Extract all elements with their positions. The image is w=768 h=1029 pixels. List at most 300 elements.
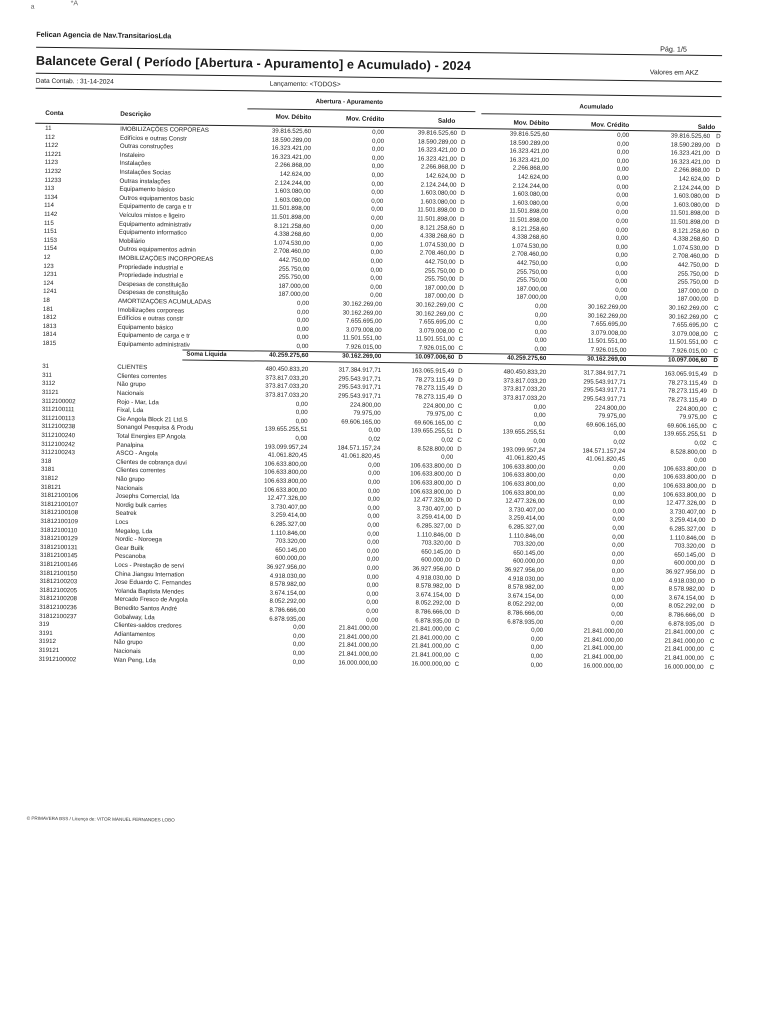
period-credit: 0,00 xyxy=(370,232,383,240)
period-balance: 703.320,00 xyxy=(421,539,453,548)
period-debit: 255.750,00 xyxy=(278,265,310,273)
accumulated-debit: 650.145,00 xyxy=(513,549,545,557)
period-balance-side: D xyxy=(457,393,463,401)
period-debit: 40.259.275,60 xyxy=(269,351,309,359)
account-description: IMOBILIZAÇÕES CORPÓREAS xyxy=(120,125,209,134)
account-description: Nordic - Noroega xyxy=(115,535,162,544)
accumulated-balance: 2.708.460,00 xyxy=(672,252,709,261)
accumulated-debit: 1.603.080,00 xyxy=(512,190,549,199)
report-title: Balancete Geral ( Período [Abertura - Apuramento] e Acumulado) - 2024 xyxy=(35,53,471,74)
accumulated-balance: 10.097.006,60 xyxy=(668,356,708,364)
period-credit: 0,00 xyxy=(366,556,379,564)
period-balance-side: C xyxy=(454,660,460,668)
account-description: Edifícios e outras constr xyxy=(117,314,184,323)
account-description: ASCO - Angola xyxy=(116,449,158,458)
account-description: Fixal, Lda xyxy=(116,406,144,415)
period-balance-side: D xyxy=(457,385,463,393)
company-name: Felican Agencia de Nav.TransitariosLda xyxy=(36,29,172,41)
accumulated-balance-side: C xyxy=(713,348,718,356)
accumulated-debit: 40.259.275,60 xyxy=(507,354,547,362)
period-balance: 4.338.268,60 xyxy=(419,232,456,241)
period-balance: 106.633.800,00 xyxy=(410,470,453,479)
accumulated-balance-side: D xyxy=(711,508,716,516)
accumulated-debit: 0,00 xyxy=(533,437,546,445)
accumulated-credit: 30.162.269,00 xyxy=(587,303,628,311)
accumulated-balance-side: D xyxy=(715,141,721,149)
account-description: Josephs Comercial, lda xyxy=(115,492,180,501)
group-rule-period xyxy=(247,108,475,112)
period-balance: 21.841.000,00 xyxy=(411,642,451,651)
accumulated-balance: 11.501.898,00 xyxy=(670,209,710,218)
period-balance: 11.501.898,00 xyxy=(417,215,457,223)
period-debit: 18.590.289,00 xyxy=(271,136,312,144)
accumulated-balance: 21.841.000,00 xyxy=(664,654,704,662)
accumulated-debit: 41.061.820,45 xyxy=(505,454,546,463)
account-code: 318 xyxy=(41,457,52,465)
accumulated-balance: 187.000,00 xyxy=(677,287,709,295)
period-balance-side: D xyxy=(459,258,465,266)
period-balance: 3.730.407,00 xyxy=(416,505,453,513)
period-debit: 8.578.982,00 xyxy=(269,580,306,589)
account-code: 31812100145 xyxy=(39,552,78,560)
account-code: 31812100131 xyxy=(39,543,78,552)
period-balance: 442.750,00 xyxy=(424,258,456,266)
period-credit: 0,00 xyxy=(367,478,380,486)
period-balance-side: D xyxy=(455,591,460,599)
period-debit: 0,00 xyxy=(293,624,306,632)
account-description: Instalações Socias xyxy=(119,168,171,177)
accumulated-debit: 142.624,00 xyxy=(517,173,549,182)
accumulated-balance: 78.273.115,49 xyxy=(667,396,707,404)
period-debit: 0,00 xyxy=(292,649,305,658)
period-credit: 0,00 xyxy=(371,197,384,205)
account-description: Panalpina xyxy=(116,441,144,449)
period-debit: 12.477.326,00 xyxy=(267,494,307,503)
accumulated-credit: 41.061.820,45 xyxy=(585,455,626,464)
accumulated-debit: 12.477.326,00 xyxy=(505,497,545,506)
account-code: 1122 xyxy=(44,142,59,150)
period-balance-side: D xyxy=(460,147,466,155)
accumulated-balance-side: D xyxy=(710,577,716,585)
accumulated-debit: 4.338.268,60 xyxy=(511,233,548,242)
accumulated-debit: 255.750,00 xyxy=(516,276,548,285)
account-description: Não grupo xyxy=(113,639,143,647)
account-description: Benedito Santos André xyxy=(114,604,178,613)
period-credit: 0,00 xyxy=(370,257,383,265)
account-code: 3181 xyxy=(40,466,55,474)
period-balance: 16.323.421,00 xyxy=(417,155,457,163)
period-credit: 0,02 xyxy=(368,435,381,443)
accumulated-balance: 442.750,00 xyxy=(677,261,709,269)
accumulated-balance-side: D xyxy=(712,388,718,396)
period-credit: 0,00 xyxy=(366,599,379,607)
accumulated-debit: 0,00 xyxy=(534,337,547,345)
period-balance: 6.285.327,00 xyxy=(416,522,453,530)
period-credit: 295.543.917,71 xyxy=(338,383,382,392)
period-balance: 69.606.165,00 xyxy=(414,419,454,427)
period-credit: 0,00 xyxy=(367,504,380,512)
accumulated-debit: 1.074.530,00 xyxy=(511,242,548,250)
period-balance: 8.121.258,60 xyxy=(420,224,456,232)
period-debit: 8.121.258,60 xyxy=(274,222,311,230)
period-credit: 21.841.000,00 xyxy=(338,624,379,633)
accumulated-balance: 8.528.800,00 xyxy=(670,448,707,456)
period-balance: 7.655.695,00 xyxy=(418,318,455,327)
period-debit: 4.338.268,60 xyxy=(273,230,310,239)
scan-mark: a xyxy=(30,3,35,11)
accumulated-balance-side: D xyxy=(715,176,721,184)
col-acc-mov-credito: Mov. Crédito xyxy=(590,121,630,130)
period-debit: 8.052.292,00 xyxy=(269,598,306,606)
accumulated-balance-side: D xyxy=(715,193,720,201)
account-code: 3191 xyxy=(38,629,53,637)
account-code: 31812100150 xyxy=(39,569,78,577)
period-debit: 0,00 xyxy=(295,417,308,425)
account-description: Equipamento administrativ xyxy=(118,220,192,229)
accumulated-balance: 7.926.015,00 xyxy=(671,347,708,355)
accumulated-balance: 142.624,00 xyxy=(678,175,710,183)
account-code: 1815 xyxy=(42,339,57,348)
period-balance: 10.097.006,60 xyxy=(415,352,455,361)
period-balance-side: D xyxy=(456,531,461,539)
col-descricao: Descrição xyxy=(120,110,151,119)
period-debit: 0,00 xyxy=(296,308,309,316)
accumulated-balance: 255.750,00 xyxy=(677,278,709,287)
accumulated-credit: 295.543.917,71 xyxy=(583,386,627,395)
account-description: Seatrek xyxy=(115,510,137,518)
account-code: 1142 xyxy=(44,210,58,219)
accumulated-debit: 16.323.421,00 xyxy=(509,156,549,164)
period-debit: 139.655.255,51 xyxy=(264,425,308,434)
accumulated-balance: 224.800,00 xyxy=(675,405,707,413)
accumulated-debit: 2.708.460,00 xyxy=(511,250,548,259)
account-code: 12 xyxy=(43,253,51,261)
accumulated-balance-side: D xyxy=(710,603,715,611)
period-balance: 3.259.414,00 xyxy=(416,513,453,522)
col-mov-credito: Mov. Crédito xyxy=(345,115,385,124)
accumulated-credit: 79.975,00 xyxy=(598,412,626,421)
accumulated-credit: 0,00 xyxy=(611,593,624,601)
accumulated-credit: 224.800,00 xyxy=(594,404,626,412)
account-description: Equipamento de carga e tr xyxy=(117,332,191,341)
accumulated-debit: 0,00 xyxy=(533,420,546,428)
accumulated-credit: 0,00 xyxy=(616,157,629,165)
account-description: Nacionais xyxy=(116,389,144,398)
accumulated-credit: 30.162.269,00 xyxy=(587,312,627,320)
accumulated-balance-side: C xyxy=(713,339,719,347)
period-balance-side: D xyxy=(456,505,461,513)
account-code: 123 xyxy=(43,262,54,270)
period-debit: 3.259.414,00 xyxy=(270,512,307,520)
account-description: Clientes de cobrança duvi xyxy=(116,458,187,467)
accumulated-balance-side: D xyxy=(710,612,715,620)
accumulated-credit: 7.926.015,00 xyxy=(590,346,627,354)
period-debit: 1.074.530,00 xyxy=(273,239,310,247)
accumulated-credit: 7.655.695,00 xyxy=(590,320,627,329)
accumulated-credit: 0,00 xyxy=(613,430,626,438)
period-balance-side: D xyxy=(460,138,466,146)
period-balance: 36.927.956,00 xyxy=(412,565,452,573)
accumulated-debit: 1.603.080,00 xyxy=(512,199,549,207)
account-description: Propriedade industrial e xyxy=(118,263,184,272)
period-credit: 295.543.917,71 xyxy=(338,392,381,400)
period-balance-side: D xyxy=(459,224,465,232)
period-balance-side: C xyxy=(457,402,463,410)
accumulated-balance: 21.841.000,00 xyxy=(664,637,704,645)
accumulated-balance: 1.110.846,00 xyxy=(669,534,706,542)
accumulated-credit: 0,00 xyxy=(612,490,625,498)
accumulated-balance: 16.323.421,00 xyxy=(670,158,710,166)
period-balance-side: D xyxy=(460,164,466,172)
period-balance-side: D xyxy=(459,284,464,292)
accumulated-balance-side: C xyxy=(712,414,718,422)
period-balance-side: D xyxy=(460,181,465,189)
accumulated-debit: 39.816.525,60 xyxy=(509,130,550,139)
period-balance: 650.145,00 xyxy=(421,548,453,556)
accumulated-balance: 650.145,00 xyxy=(674,551,706,559)
period-debit: 4.918.030,00 xyxy=(269,572,306,580)
period-debit: 373.817.033,20 xyxy=(265,382,309,391)
period-balance: 78.273.115,49 xyxy=(415,384,455,393)
accumulated-balance-side: C xyxy=(712,405,718,413)
period-debit: 373.817.033,20 xyxy=(265,374,309,382)
period-balance: 106.633.800,00 xyxy=(410,479,453,487)
accumulated-balance-side: D xyxy=(712,397,718,405)
accumulated-debit: 1.110.846,00 xyxy=(508,532,545,540)
period-debit: 16.323.421,00 xyxy=(271,153,311,161)
period-credit: 224.800,00 xyxy=(350,401,381,409)
account-description: Equipamento informatico xyxy=(118,228,187,237)
account-code: 1241 xyxy=(43,288,57,296)
accumulated-balance: 8.786.666,00 xyxy=(668,611,705,619)
period-balance-side: C xyxy=(457,436,462,444)
accumulated-credit: 0,00 xyxy=(613,464,626,472)
period-balance-side: D xyxy=(460,190,465,198)
accumulated-credit: 3.079.008,00 xyxy=(590,329,627,337)
period-credit: 0,00 xyxy=(371,163,384,171)
period-debit: 2.708.460,00 xyxy=(273,248,310,256)
accumulated-debit: 187.000,00 xyxy=(516,294,548,302)
period-balance: 8.578.982,00 xyxy=(415,582,452,591)
account-code: 31812100108 xyxy=(40,509,79,517)
accumulated-debit: 6.878.935,00 xyxy=(507,618,544,626)
period-balance: 187.000,00 xyxy=(424,292,456,301)
accumulated-balance-side: D xyxy=(713,356,718,364)
accumulated-balance-side: D xyxy=(714,253,720,261)
accumulated-debit: 480.450.833,20 xyxy=(503,368,547,377)
period-debit: 0,00 xyxy=(296,317,309,325)
period-balance: 600.000,00 xyxy=(421,556,452,565)
accumulated-debit: 187.000,00 xyxy=(516,285,548,293)
account-code: 3112100002 xyxy=(41,397,76,405)
period-balance-side: D xyxy=(456,540,461,548)
period-credit: 0,00 xyxy=(371,146,384,154)
period-balance-side: D xyxy=(460,172,466,180)
accumulated-balance: 187.000,00 xyxy=(677,295,709,304)
account-code: 11221 xyxy=(44,150,62,158)
accumulated-debit: 106.633.800,00 xyxy=(502,480,545,488)
accumulated-debit: 373.817.033,20 xyxy=(503,385,547,394)
period-credit: 0,00 xyxy=(370,266,383,274)
accumulated-balance: 79.975,00 xyxy=(679,413,707,422)
period-balance-side: D xyxy=(455,617,460,625)
account-description: Não grupo xyxy=(116,381,146,389)
accumulated-balance: 12.477.326,00 xyxy=(666,499,706,508)
period-balance: 1.074.530,00 xyxy=(419,241,456,249)
account-description: Equipamento administrativ xyxy=(117,340,190,349)
accumulated-balance-side: C xyxy=(712,440,717,448)
subheader-rule xyxy=(36,88,722,97)
period-debit: 3.730.407,00 xyxy=(270,503,307,511)
account-code: 31812100236 xyxy=(39,603,77,612)
accumulated-balance: 21.841.000,00 xyxy=(664,628,705,637)
accumulated-debit: 0,00 xyxy=(534,328,547,336)
period-balance: 3.079.008,00 xyxy=(418,327,455,335)
period-balance-side: C xyxy=(455,626,460,634)
period-debit: 0,00 xyxy=(296,334,309,342)
period-debit: 6.285.327,00 xyxy=(270,520,307,529)
accumulated-balance-side: D xyxy=(711,517,716,525)
account-description: Gear Builk xyxy=(114,544,144,552)
period-credit: 30.162.269,00 xyxy=(342,300,383,308)
period-balance: 106.633.800,00 xyxy=(410,462,454,470)
period-balance: 4.918.030,00 xyxy=(415,574,452,582)
account-description: Jose Eduardo C. Fernandes xyxy=(114,578,192,587)
account-description: AMORTIZAÇÕES ACUMULADAS xyxy=(117,297,212,306)
accumulated-balance: 69.606.165,00 xyxy=(667,422,707,430)
accumulated-balance-side: D xyxy=(712,448,717,456)
accumulated-credit: 0,00 xyxy=(612,542,625,550)
period-credit: 16.000.000,00 xyxy=(338,659,378,667)
period-balance-side: D xyxy=(458,368,463,376)
period-credit: 0,00 xyxy=(372,128,385,137)
accumulated-debit: 0,00 xyxy=(534,320,547,328)
account-description: Veículos mistos e ligeiro xyxy=(119,211,185,220)
entry-filter: Lançamento: <TODOS> xyxy=(269,80,341,89)
period-credit: 0,00 xyxy=(370,275,383,283)
account-code: 124 xyxy=(43,279,54,287)
accumulated-balance: 0,00 xyxy=(694,457,707,465)
period-credit: 0,00 xyxy=(370,240,383,248)
period-credit: 0,00 xyxy=(372,137,385,145)
period-debit: 106.633.800,00 xyxy=(264,468,307,477)
account-code: 115 xyxy=(43,219,54,227)
currency-note: Valores em AKZ xyxy=(649,69,699,77)
accumulated-balance-side: D xyxy=(715,167,721,175)
accumulated-balance: 3.259.414,00 xyxy=(669,516,706,525)
accumulated-balance: 163.065.915,49 xyxy=(664,370,708,379)
accumulated-balance: 106.633.800,00 xyxy=(662,491,706,499)
period-balance-side: D xyxy=(460,155,466,163)
period-balance: 16.000.000,00 xyxy=(411,659,451,668)
accumulated-debit: 703.320,00 xyxy=(513,540,545,549)
accumulated-balance-side: D xyxy=(710,586,716,594)
accumulated-balance-side: D xyxy=(716,133,721,141)
period-balance: 8.528.800,00 xyxy=(417,445,454,453)
period-balance-side: D xyxy=(456,497,462,505)
accumulated-balance-side: D xyxy=(710,620,715,628)
period-credit: 21.841.000,00 xyxy=(338,633,378,641)
accumulated-credit: 0,00 xyxy=(615,269,628,277)
accumulated-balance: 11.501.898,00 xyxy=(670,218,710,226)
period-balance: 255.750,00 xyxy=(424,275,456,284)
period-balance: 8.786.666,00 xyxy=(415,608,452,616)
account-code: 1123 xyxy=(44,159,58,167)
group-rule-accumulated xyxy=(481,113,721,117)
page-number: Pág. 1/5 xyxy=(660,44,687,54)
period-credit: 0,00 xyxy=(371,154,384,162)
account-code: 3112100111 xyxy=(41,406,75,414)
accumulated-balance: 106.633.800,00 xyxy=(663,473,706,482)
accumulated-debit: 8.052.292,00 xyxy=(507,600,544,609)
period-credit: 0,00 xyxy=(366,564,379,572)
period-balance-side: D xyxy=(458,353,463,361)
period-balance-side: D xyxy=(455,574,461,582)
accumulated-balance-side: D xyxy=(714,262,719,270)
period-balance-side: D xyxy=(459,267,464,275)
period-balance: 21.841.000,00 xyxy=(411,625,452,634)
accumulated-balance-side: D xyxy=(710,551,716,559)
period-balance: 3.674.154,00 xyxy=(415,591,452,599)
period-credit: 0,00 xyxy=(370,223,384,231)
period-balance-side: D xyxy=(456,471,462,479)
col-saldo: Saldo xyxy=(437,117,456,125)
accumulated-balance: 106.633.800,00 xyxy=(663,482,706,490)
accumulated-credit: 21.841.000,00 xyxy=(583,653,623,661)
accumulated-debit: 0,00 xyxy=(533,403,546,411)
period-credit: 0,00 xyxy=(367,513,380,521)
period-credit: 0,00 xyxy=(370,283,383,291)
accumulated-balance: 6.878.935,00 xyxy=(668,620,705,628)
accumulated-balance: 30.162.269,00 xyxy=(668,304,709,312)
account-description: Outros equipamentos basic xyxy=(119,194,195,203)
period-credit: 79.975,00 xyxy=(353,409,381,418)
accumulated-debit: 0,00 xyxy=(533,412,546,420)
period-balance: 7.926.015,00 xyxy=(418,344,455,352)
accumulated-balance: 8.052.292,00 xyxy=(668,602,705,611)
accumulated-credit: 16.000.000,00 xyxy=(583,662,623,670)
period-balance: 2.124.244,00 xyxy=(420,181,457,189)
accumulated-debit: 442.750,00 xyxy=(516,259,548,268)
period-credit: 21.841.000,00 xyxy=(338,641,378,650)
account-code: 112 xyxy=(44,133,55,141)
accumulated-balance: 139.655.255,51 xyxy=(663,430,707,439)
period-balance: 39.816.525,60 xyxy=(417,129,458,137)
accumulated-credit: 0,00 xyxy=(616,209,629,217)
accumulated-debit: 2.124.244,00 xyxy=(512,182,549,190)
account-code: 31812 xyxy=(40,474,58,483)
accumulated-debit: 11.501.898,00 xyxy=(509,207,549,216)
accumulated-balance: 255.750,00 xyxy=(677,270,709,278)
accumulated-credit: 0,02 xyxy=(613,438,626,446)
accumulated-debit: 0,00 xyxy=(531,627,544,635)
accumulated-balance-side: D xyxy=(714,227,720,235)
accumulated-balance: 2.124.244,00 xyxy=(673,184,710,192)
account-description: Mercado Fresco de Angola xyxy=(114,596,188,605)
period-debit: 1.603.080,00 xyxy=(274,196,311,204)
accumulated-credit: 0,00 xyxy=(616,140,630,148)
period-credit: 0,00 xyxy=(367,539,380,547)
accumulated-debit: 8.121.258,60 xyxy=(512,225,548,233)
accumulated-credit: 21.841.000,00 xyxy=(583,627,624,636)
period-balance-side: D xyxy=(455,600,460,608)
period-credit: 184.571.157,24 xyxy=(337,444,381,452)
accumulated-credit: 295.543.917,71 xyxy=(583,378,627,386)
period-credit: 21.841.000,00 xyxy=(338,650,378,658)
account-code: 1154 xyxy=(43,245,57,253)
period-debit: 106.633.800,00 xyxy=(264,486,307,494)
accumulated-credit: 0,00 xyxy=(612,516,625,524)
